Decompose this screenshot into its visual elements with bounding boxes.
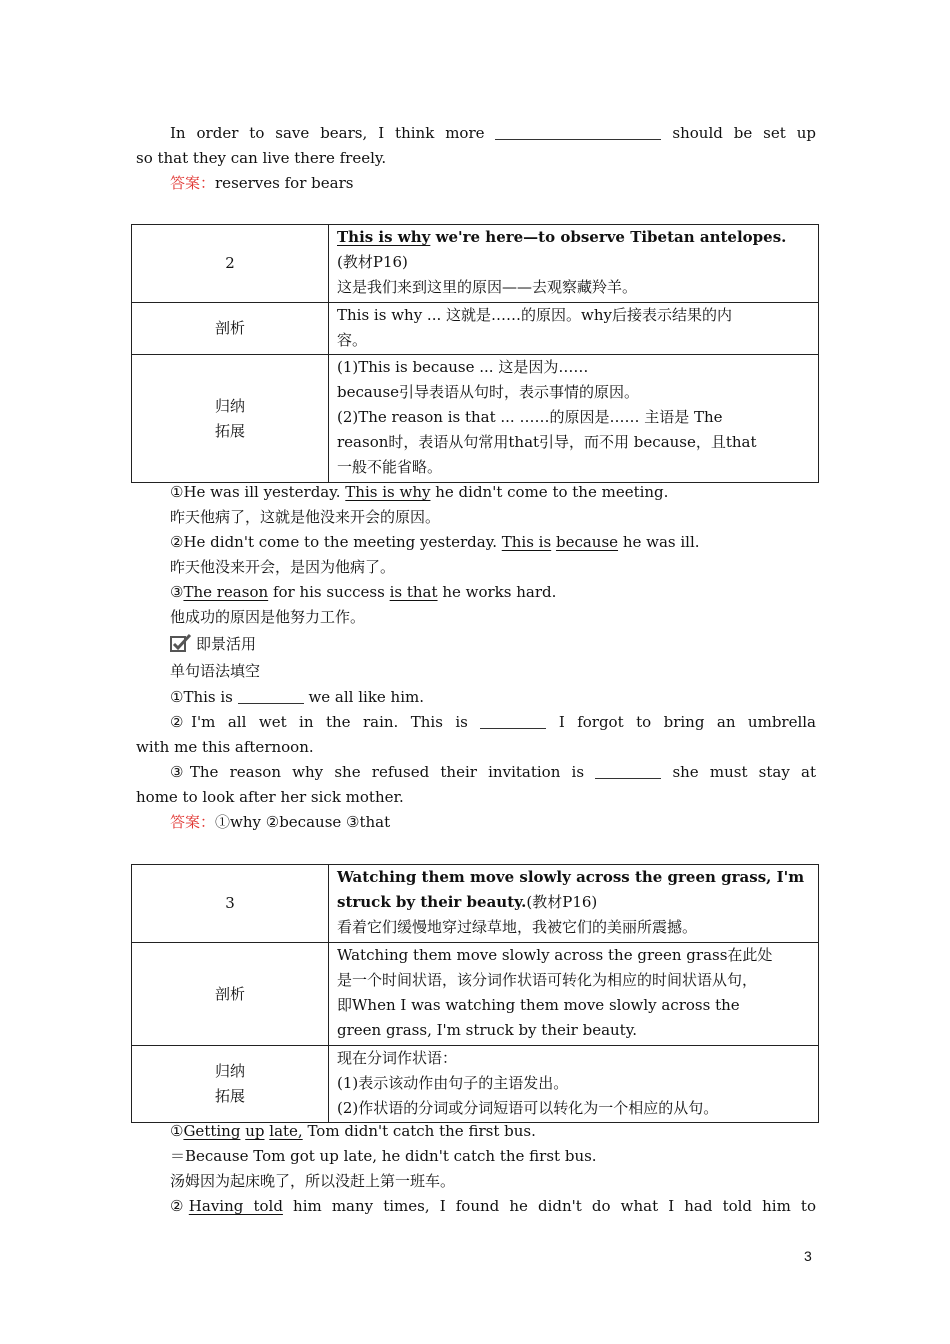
practice-text: we all like him. — [308, 688, 425, 706]
textbook-source: (教材P16) — [526, 893, 598, 911]
analysis-cell — [329, 943, 819, 1046]
summary-text: 一般不能省略。 — [337, 458, 443, 476]
practice-text: I forgot to bring an umbrella — [558, 713, 817, 731]
practice-text: ②I'm all wet in the rain. This is — [170, 713, 468, 731]
example-translation: 昨天他没来开会，是因为他病了。 — [170, 558, 396, 576]
example-translation: 汤姆因为起床晚了，所以没赶上第一班车。 — [170, 1172, 456, 1190]
label-line: 拓展 — [214, 1087, 245, 1105]
analysis-text: This is why ... 这就是……的原因。why后接表示结果的内 — [337, 306, 732, 324]
answer-line — [170, 810, 816, 835]
example-line — [170, 1194, 816, 1219]
edit-checkmark-icon — [170, 633, 192, 653]
underlined-phrase: This is — [501, 533, 552, 551]
summary-text: 现在分词作状语： — [337, 1049, 458, 1067]
translation: 看着它们缓慢地穿过绿草地，我被它们的美丽所震撼。 — [337, 918, 698, 936]
answer-line — [170, 171, 816, 196]
analysis-cell — [329, 303, 819, 355]
example-line: ＝Because Tom got up late, he didn't catch the first bus. — [170, 1147, 597, 1165]
label-line: 归纳 — [214, 396, 245, 415]
key-phrase: This is why — [337, 228, 431, 246]
example-text: for his success — [272, 583, 385, 601]
row-label-analysis: 剖析 — [132, 303, 329, 355]
answer-blank — [595, 762, 661, 779]
practice-text: she must stay at — [672, 763, 816, 781]
grammar-table-3 — [131, 864, 819, 1123]
example-line — [170, 1119, 816, 1144]
summary-text: (1)表示该动作由句子的主语发出。 — [337, 1074, 569, 1092]
label-line: 归纳 — [214, 1062, 245, 1080]
question-text: In order to save bears, I think more — [170, 124, 485, 142]
analysis-text: 是一个时间状语，该分词作状语可转化为相应的时间状语从句， — [337, 971, 758, 989]
example-text: he works hard. — [442, 583, 557, 601]
practice-subtitle: 单句语法填空 — [170, 662, 261, 680]
underlined-phrase: Having told — [188, 1197, 283, 1215]
underlined-phrase: because — [555, 533, 619, 551]
underlined-phrase: up — [245, 1122, 265, 1140]
analysis-text: Watching them move slowly across the green grass在此处 — [337, 946, 773, 964]
item-number: 3 — [132, 865, 329, 943]
example-line — [170, 480, 816, 505]
summary-cell — [329, 355, 819, 483]
key-sentence: we're here—to observe Tibetan antelopes. — [430, 228, 787, 246]
example-text: Tom didn't catch the first bus. — [307, 1122, 536, 1140]
key-sentence: struck by their beauty. — [337, 893, 527, 911]
example-text: ② — [170, 1197, 189, 1215]
practice-text: ③The reason why she refused their invitation is — [170, 763, 585, 781]
example-text: ① — [170, 1122, 184, 1140]
textbook-source: (教材P16) — [337, 253, 408, 271]
example-text: him many times, I found he didn't do what I had told him to — [293, 1197, 816, 1215]
row-label-summary — [132, 1046, 329, 1123]
summary-text: (1)This is because ... 这是因为…… — [337, 358, 589, 376]
practice-header — [170, 632, 816, 657]
example-translation: 昨天他病了，这就是他没来开会的原因。 — [170, 508, 441, 526]
answer-blank — [238, 687, 304, 704]
analysis-text: green grass, I'm struck by their beauty. — [337, 1021, 637, 1039]
practice-item: with me this afternoon. — [136, 738, 314, 756]
example-line — [170, 530, 816, 555]
analysis-text: 即When I was watching them move slowly across the — [337, 996, 740, 1014]
page-number: 3 — [804, 1248, 812, 1264]
label-line: 拓展 — [214, 421, 245, 440]
example-text: ①He was ill yesterday. — [170, 483, 341, 501]
answer-blank — [480, 712, 546, 729]
practice-item — [170, 760, 816, 785]
answer-text: ①why ②because ③that — [215, 813, 391, 831]
summary-text: (2)The reason is that ... ……的原因是…… 主语是 The — [337, 408, 723, 426]
key-sentence-cell — [329, 225, 819, 303]
summary-cell — [329, 1046, 819, 1123]
example-text: ②He didn't come to the meeting yesterday. — [170, 533, 497, 551]
analysis-text: 容。 — [337, 331, 368, 349]
translation: 这是我们来到这里的原因——去观察藏羚羊。 — [337, 278, 638, 296]
example-translation: 他成功的原因是他努力工作。 — [170, 608, 366, 626]
question-text: should be set up — [672, 124, 816, 142]
practice-text: ①This is — [170, 688, 233, 706]
underlined-phrase: late, — [269, 1122, 303, 1140]
example-line — [170, 580, 816, 605]
grammar-table-2 — [131, 224, 819, 483]
question-line — [170, 121, 816, 146]
underlined-phrase: The reason — [183, 583, 269, 601]
practice-title: 即景活用 — [196, 635, 257, 653]
summary-text: reason时，表语从句常用that引导，而不用 because，且that — [337, 433, 757, 451]
practice-item — [170, 685, 816, 710]
summary-text: because引导表语从句时，表示事情的原因。 — [337, 383, 640, 401]
underlined-phrase: is that — [389, 583, 438, 601]
key-sentence-cell — [329, 865, 819, 943]
question-line: so that they can live there freely. — [136, 149, 387, 167]
practice-item — [170, 710, 816, 735]
key-sentence: Watching them move slowly across the green grass, I'm — [337, 868, 805, 886]
answer-blank — [495, 123, 661, 140]
summary-text: (2)作状语的分词或分词短语可以转化为一个相应的从句。 — [337, 1099, 719, 1117]
answer-label: 答案： — [170, 174, 216, 192]
practice-item: home to look after her sick mother. — [136, 788, 404, 806]
underlined-phrase: This is why — [345, 483, 431, 501]
example-text: ③ — [170, 583, 184, 601]
answer-text: reserves for bears — [215, 174, 354, 192]
example-text: he was ill. — [622, 533, 700, 551]
answer-label: 答案： — [170, 813, 216, 831]
row-label-analysis: 剖析 — [132, 943, 329, 1046]
item-number: 2 — [132, 225, 329, 303]
underlined-phrase: Getting — [183, 1122, 241, 1140]
row-label-summary — [132, 355, 329, 483]
example-text: he didn't come to the meeting. — [435, 483, 669, 501]
